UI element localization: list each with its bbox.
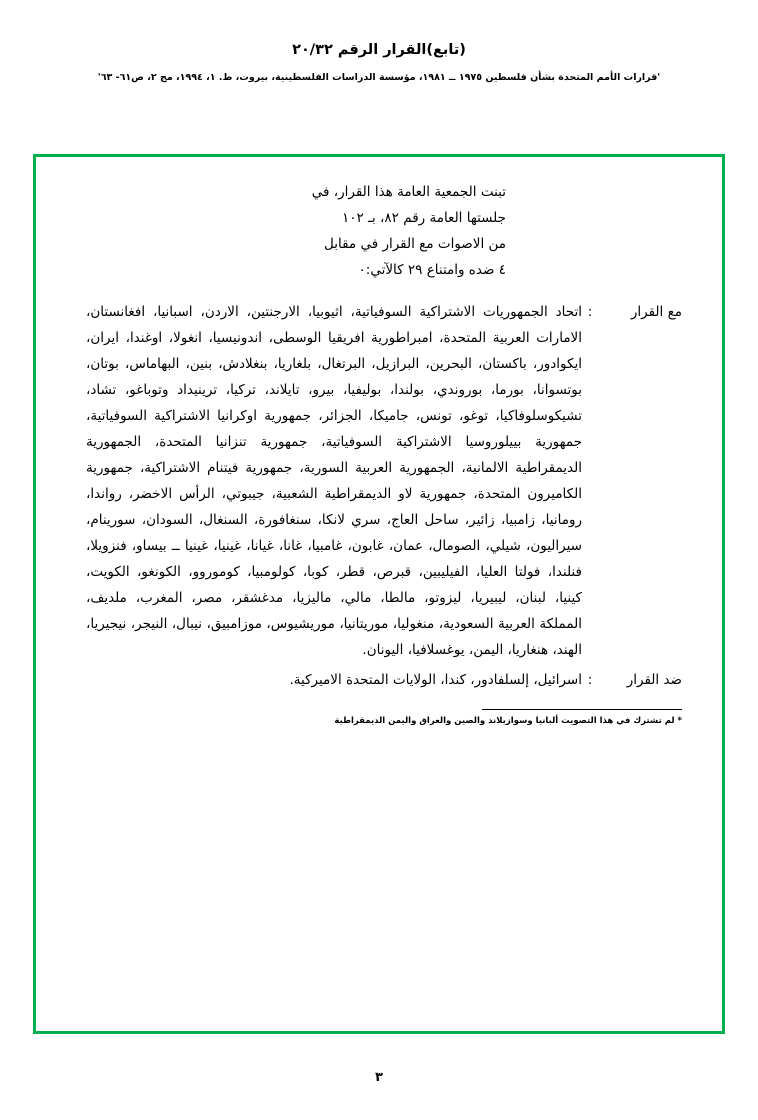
votes-against-colon: : <box>587 672 593 688</box>
document-page <box>0 42 758 1120</box>
votes-in-favour-block <box>76 299 682 663</box>
footnote-text: * لم تشترك في هذا التصويت ألبانيا وسوازيلاند والصين والعراق واليمن الديمقراطية <box>334 716 682 726</box>
votes-against-countries: اسرائيل، إلسلفادور، كندا، الولايات المتحدة الاميركية. <box>289 672 582 688</box>
votes-in-favour-countries: اتحاد الجمهوريات الاشتراكية السوفياتية، اثيوبيا، الارجنتين، الاردن، اسبانيا، افغانستان، الامارات العربية المتحدة، امبراطورية افريقيا الوسطى، اندونيسيا، انغولا، اوغندا، ايران، ايكوادور، باكستان، البحرين، البرازيل، البرتغال، بلغاريا، بنغلادش، بنين، البهاماس، بوتان، بوتسوانا، بورما، بوروندي، بولندا، بوليفيا، بيرو، تايلاند، تركيا، ترينيداد وتوباغو، تشاد، تشيكوسلوفاكيا، توغو، تونس، جاميكا، الجزائر، جمهورية اوكرانيا الاشتراكية السوفياتية، جمهورية بييلوروسيا الاشتراكية السوفياتية، جمهورية تنزانيا المتحدة، الجمهورية الديمقراطية الالمانية، الجمهورية العربية السورية، جمهورية فيتنام الاشتراكية، جمهورية الكاميرون المتحدة، جمهورية لاو الديمقراطية الشعبية، جيبوتي، الرأس الاخضر، رواندا، رومانيا، زامبيا، زائير، ساحل العاج، سري لانكا، سنغافورة، السنغال، السودان، سورينام، سيراليون، شيلي، الصومال، عمان، غابون، غامبيا، غانا، غيانا، غينيا، غينيا ــ بيساو، فنزويلا، فنلندا، فولتا العليا، الفيليبين، قبرص، قطر، كوبا، كولومبيا، كوموروو، الكونغو، الكويت، كينيا، لبنان، ليبيريا، ليزوتو، مالطا، مالي، ماليزيا، مدغشقر، مصر، المغرب، ملديف، المملكة العربية السعودية، منغوليا، موريتانيا، موريشيوس، موزامبيق، نيبال، النيجر، نيجيريا، الهند، هنغاريا، اليمن، يوغسلافيا، اليونان. <box>86 304 582 658</box>
source-citation: 'قرارات الأمم المتحدة بشأن فلسطين ١٩٧٥ ــ ١٩٨١، مؤسسة الدراسات الفلسطينية، بيروت، ط. ١، ١٩٩٤، مج ٢، ص٦١- ٦٣' <box>97 72 661 83</box>
content-frame <box>33 154 725 1034</box>
frame-inner <box>36 157 722 1031</box>
votes-against-label: ضد القرار <box>626 672 682 688</box>
intro-line-1: تبنت الجمعية العامة هذا القرار، في <box>311 184 506 200</box>
intro-line-4: ٤ ضده وامتناع ٢٩ كالآتي:٠ <box>358 262 506 278</box>
votes-in-favour-colon: : <box>587 304 593 320</box>
intro-line-3: من الاصوات مع القرار في مقابل <box>324 236 506 252</box>
footnote-divider <box>482 709 682 710</box>
intro-line-2: جلستها العامة رقم ٨٢، بـ ١٠٢ <box>342 210 506 226</box>
votes-in-favour-label: مع القرار <box>630 304 682 320</box>
footnote-section <box>76 709 682 726</box>
votes-against-block <box>76 667 682 693</box>
page-number: ٣ <box>375 1070 383 1085</box>
page-title: (تابع)القرار الرقم ٢٠/٣٢ <box>292 42 466 58</box>
intro-paragraph <box>206 179 506 283</box>
